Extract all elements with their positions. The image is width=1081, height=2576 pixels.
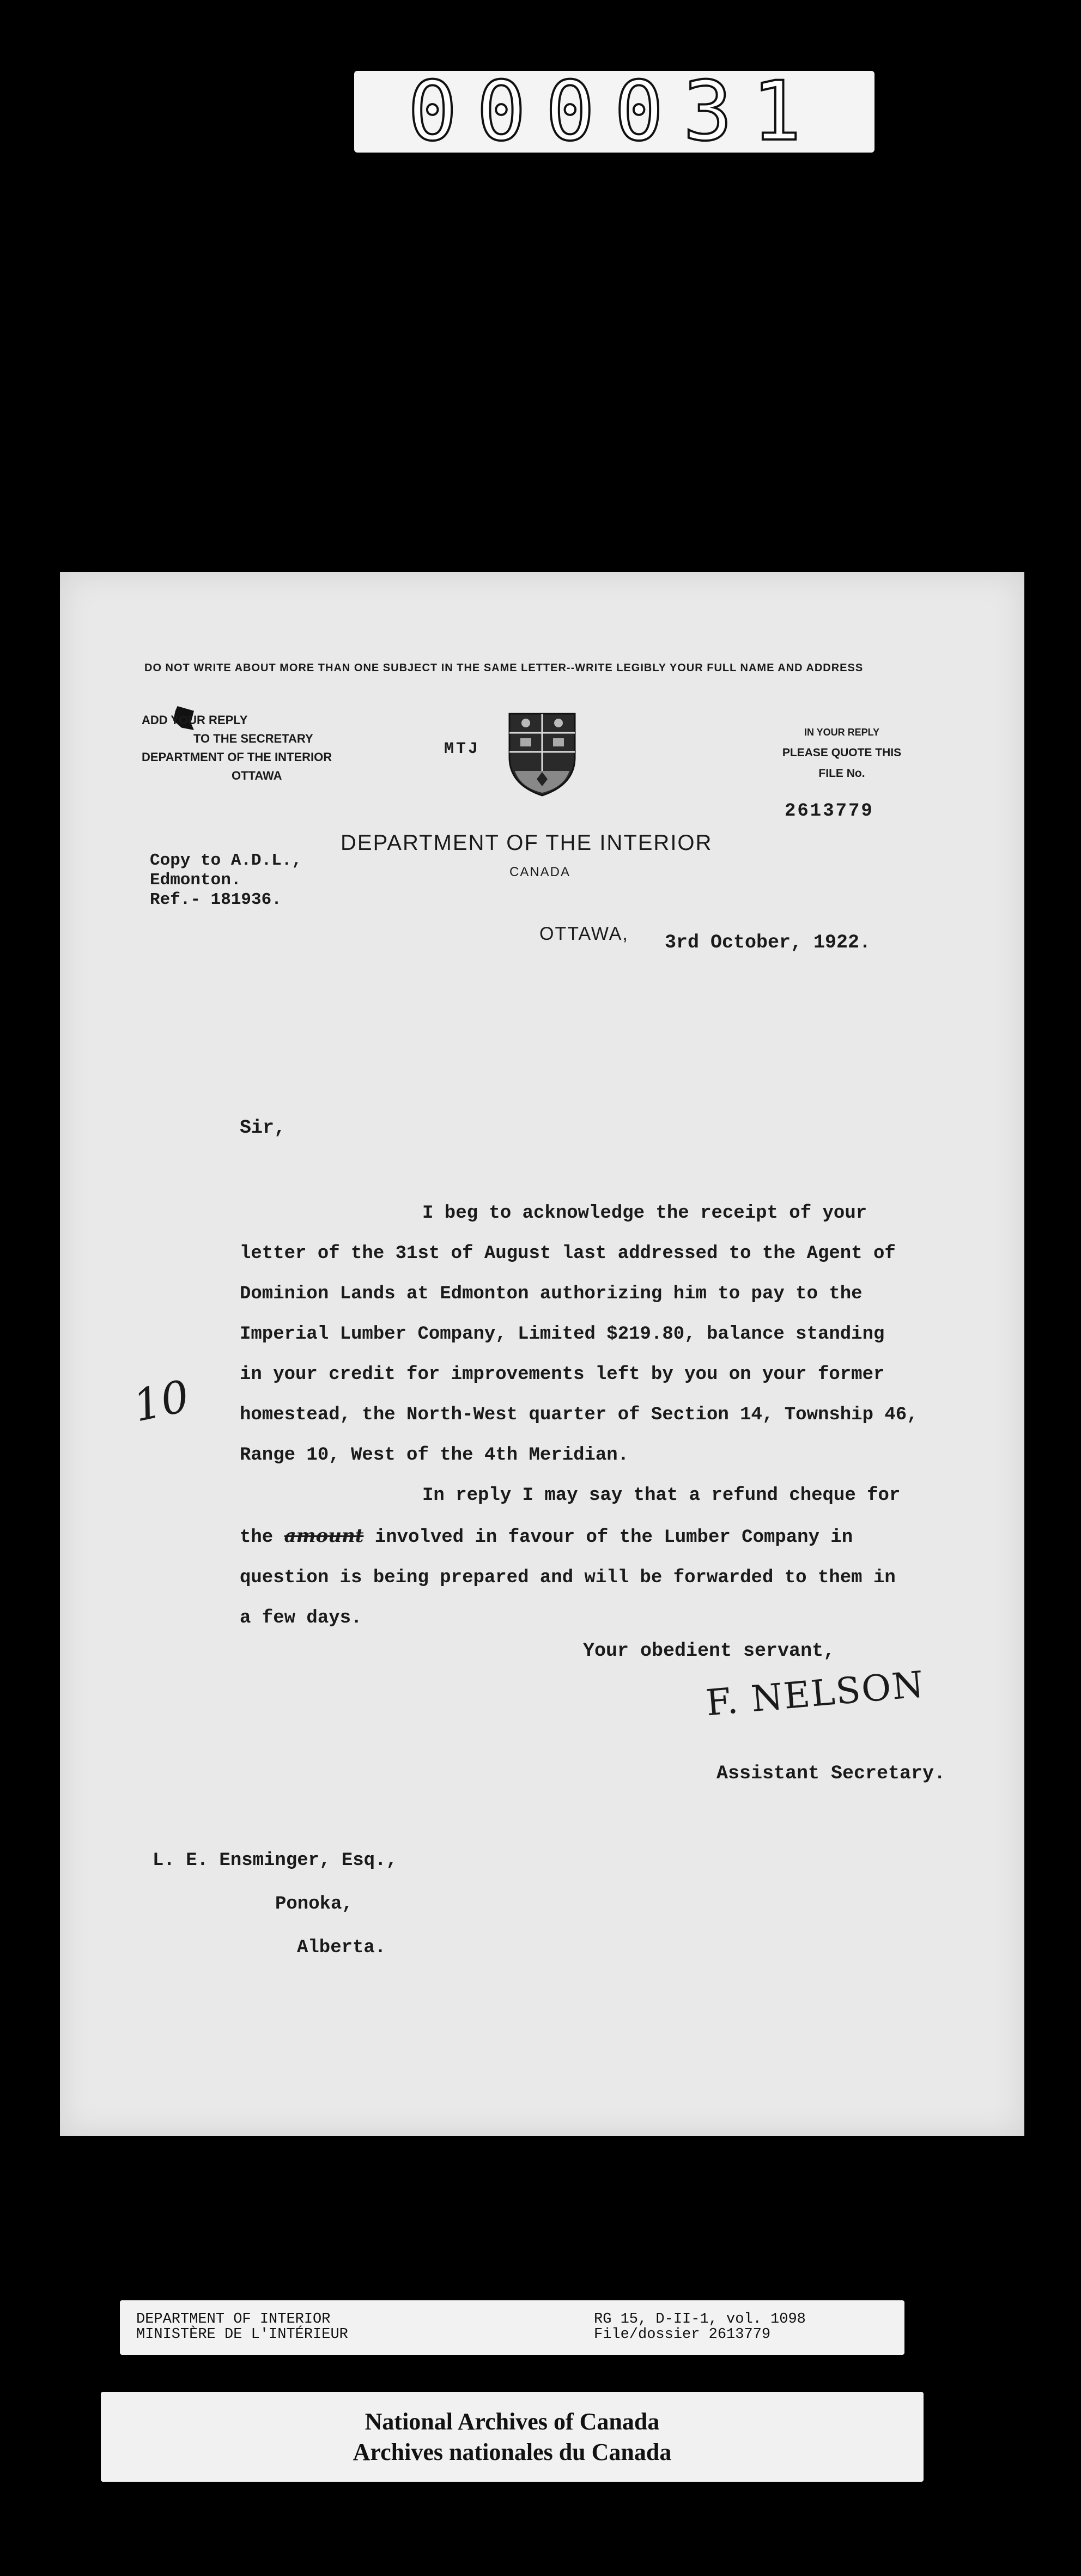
quote-line: PLEASE QUOTE THIS: [782, 746, 902, 759]
file-number: 2613779: [785, 801, 874, 822]
archive-reference-label: [120, 2300, 904, 2355]
quote-line: IN YOUR REPLY: [804, 727, 880, 738]
letter-body: [240, 1193, 918, 1638]
salutation: Sir,: [240, 1117, 286, 1139]
addressee-block: [153, 1839, 397, 1970]
archives-name-en: National Archives of Canada: [365, 2408, 660, 2435]
national-archives-label: [101, 2392, 924, 2482]
letter-date: 3rd October, 1922.: [665, 932, 871, 953]
body-line: I beg to acknowledge the receipt of your: [422, 1203, 867, 1224]
body-line: letter of the 31st of August last addressed to the Agent of: [240, 1243, 896, 1264]
coat-of-arms-icon: [507, 711, 578, 798]
body-line: Range 10, West of the 4th Meridian.: [240, 1445, 629, 1466]
copy-line: Ref.- 181936.: [150, 890, 282, 909]
department-subtitle: CANADA: [509, 865, 571, 879]
reply-address-line: ADD YOUR REPLY: [142, 713, 248, 727]
top-notice: DO NOT WRITE ABOUT MORE THAN ONE SUBJECT IN THE SAME LETTER--WRITE LEGIBLY YOUR FULL NAME AND ADDRESS: [144, 662, 864, 674]
reply-address-block: [142, 711, 332, 785]
addressee-line: L. E. Ensminger, Esq.,: [153, 1850, 397, 1871]
clerk-initials: MTJ: [444, 740, 481, 758]
signatory-title: Assistant Secretary.: [716, 1763, 946, 1784]
body-line: involved in favour of the Lumber Company in: [374, 1527, 853, 1548]
department-title: DEPARTMENT OF THE INTERIOR: [341, 831, 713, 855]
dept-name-en: DEPARTMENT OF INTERIOR: [136, 2311, 331, 2328]
body-line: in your credit for improvements left by you on your former: [240, 1364, 885, 1385]
quote-line: FILE No.: [818, 767, 865, 780]
signature-stamp: F. NELSON: [704, 1663, 926, 1724]
struck-word: amount: [284, 1525, 364, 1547]
record-group-reference: RG 15, D-II-1, vol. 1098: [594, 2311, 806, 2328]
reply-address-line: DEPARTMENT OF THE INTERIOR: [142, 750, 332, 764]
quote-file-block: [744, 722, 940, 784]
body-line: homestead, the North-West quarter of Section 14, Township 46,: [240, 1405, 918, 1425]
margin-annotation: 10: [129, 1370, 194, 1432]
copy-line: Edmonton.: [150, 871, 241, 890]
file-reference: File/dossier 2613779: [594, 2326, 771, 2343]
copy-line: Copy to A.D.L.,: [150, 851, 302, 870]
body-line: a few days.: [240, 1608, 362, 1629]
body-line: Dominion Lands at Edmonton authorizing him to pay to the: [240, 1284, 863, 1304]
addressee-line: Ponoka,: [275, 1894, 353, 1915]
place: OTTAWA,: [539, 924, 629, 944]
body-line-with-correction: [240, 1516, 918, 1558]
body-word: the: [240, 1527, 274, 1548]
body-line: question is being prepared and will be forwarded to them in: [240, 1568, 896, 1588]
frame-number: 000031: [408, 64, 821, 159]
body-line: In reply I may say that a refund cheque for: [422, 1485, 901, 1506]
body-line: Imperial Lumber Company, Limited $219.80, balance standing: [240, 1324, 885, 1345]
addressee-line: Alberta.: [297, 1937, 386, 1958]
closing: Your obedient servant,: [583, 1640, 835, 1662]
copy-reference-block: [150, 851, 302, 910]
reply-address-line: TO THE SECRETARY: [193, 732, 313, 745]
dept-name-fr: MINISTÈRE DE L'INTÉRIEUR: [136, 2326, 348, 2343]
archives-name-fr: Archives nationales du Canada: [353, 2438, 672, 2465]
letter-page: [60, 572, 1024, 2136]
frame-number-label: [354, 64, 874, 159]
reply-address-line: OTTAWA: [232, 769, 282, 782]
